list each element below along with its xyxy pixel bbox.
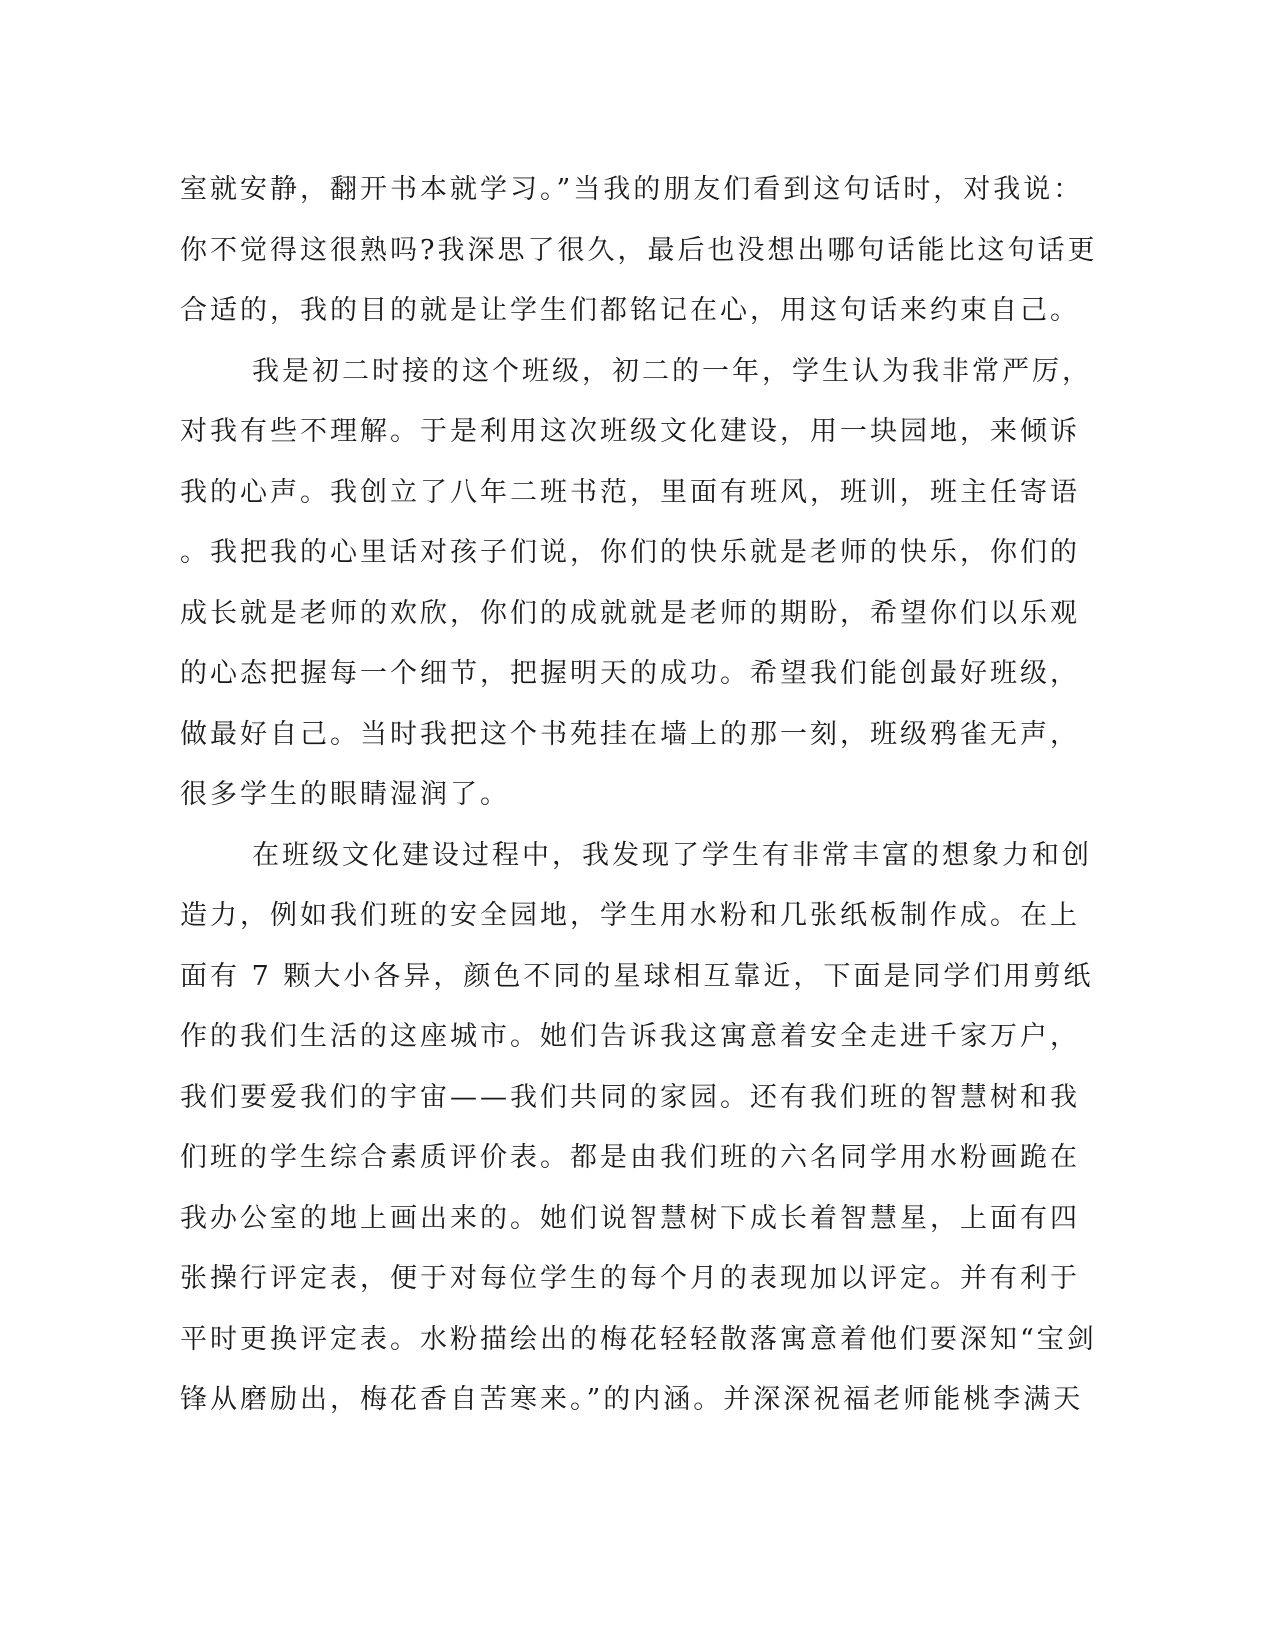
text-line: 锋从磨励出，梅花香自苦寒来。”的内涵。并深深祝福老师能桃李满天 xyxy=(180,1384,1084,1415)
paragraph-first-line: 在班级文化建设过程中，我发现了学生有非常丰富的想象力和创 xyxy=(252,839,1092,871)
text-line: 成长就是老师的欢欣，你们的成就就是老师的期盼，希望你们以乐观 xyxy=(180,597,1080,629)
text-line: 我的心声。我创立了八年二班书范，里面有班风，班训，班主任寄语 xyxy=(180,476,1080,508)
paragraph-first-line: 我是初二时接的这个班级，初二的一年，学生认为我非常严厉， xyxy=(252,355,1092,387)
text-line: 张操行评定表，便于对每位学生的每个月的表现加以评定。并有利于 xyxy=(180,1263,1080,1294)
text-line: 合适的，我的目的就是让学生们都铭记在心，用这句话来约束自己。 xyxy=(180,295,1080,326)
text-line: 的心态把握每一个细节，把握明天的成功。希望我们能创最好班级， xyxy=(180,658,1080,689)
text-line: 室就安静，翻开书本就学习。”当我的朋友们看到这句话时，对我说： xyxy=(180,174,1084,205)
text-line: 造力，例如我们班的安全园地，学生用水粉和几张纸板制作成。在上 xyxy=(180,900,1080,931)
text-line: 我们要爱我们的宇宙——我们共同的家园。还有我们班的智慧树和我 xyxy=(180,1081,1080,1113)
text-line: 面有 7 颗大小各异，颜色不同的星球相互靠近，下面是同学们用剪纸 xyxy=(180,960,1094,992)
text-line: 我办公室的地上画出来的。她们说智慧树下成长着智慧星，上面有四 xyxy=(180,1202,1080,1234)
text-line: 你不觉得这很熟吗?我深思了很久，最后也没想出哪句话能比这句话更 xyxy=(180,234,1098,266)
text-line: 平时更换评定表。水粉描绘出的梅花轻轻散落寓意着他们要深知“宝剑 xyxy=(180,1323,1097,1355)
body-text xyxy=(180,160,1098,1431)
text-line: 很多学生的眼睛湿润了。 xyxy=(180,779,510,810)
text-line: 们班的学生综合素质评价表。都是由我们班的六名同学用水粉画跪在 xyxy=(180,1142,1080,1173)
text-line: 。我把我的心里话对孩子们说，你们的快乐就是老师的快乐，你们的 xyxy=(180,537,1080,568)
text-line: 作的我们生活的这座城市。她们告诉我这寓意着安全走进千家万户， xyxy=(180,1021,1080,1052)
text-line: 做最好自己。当时我把这个书苑挂在墙上的那一刻，班级鸦雀无声， xyxy=(180,718,1080,750)
text-line: 对我有些不理解。于是利用这次班级文化建设，用一块园地，来倾诉 xyxy=(180,416,1080,447)
